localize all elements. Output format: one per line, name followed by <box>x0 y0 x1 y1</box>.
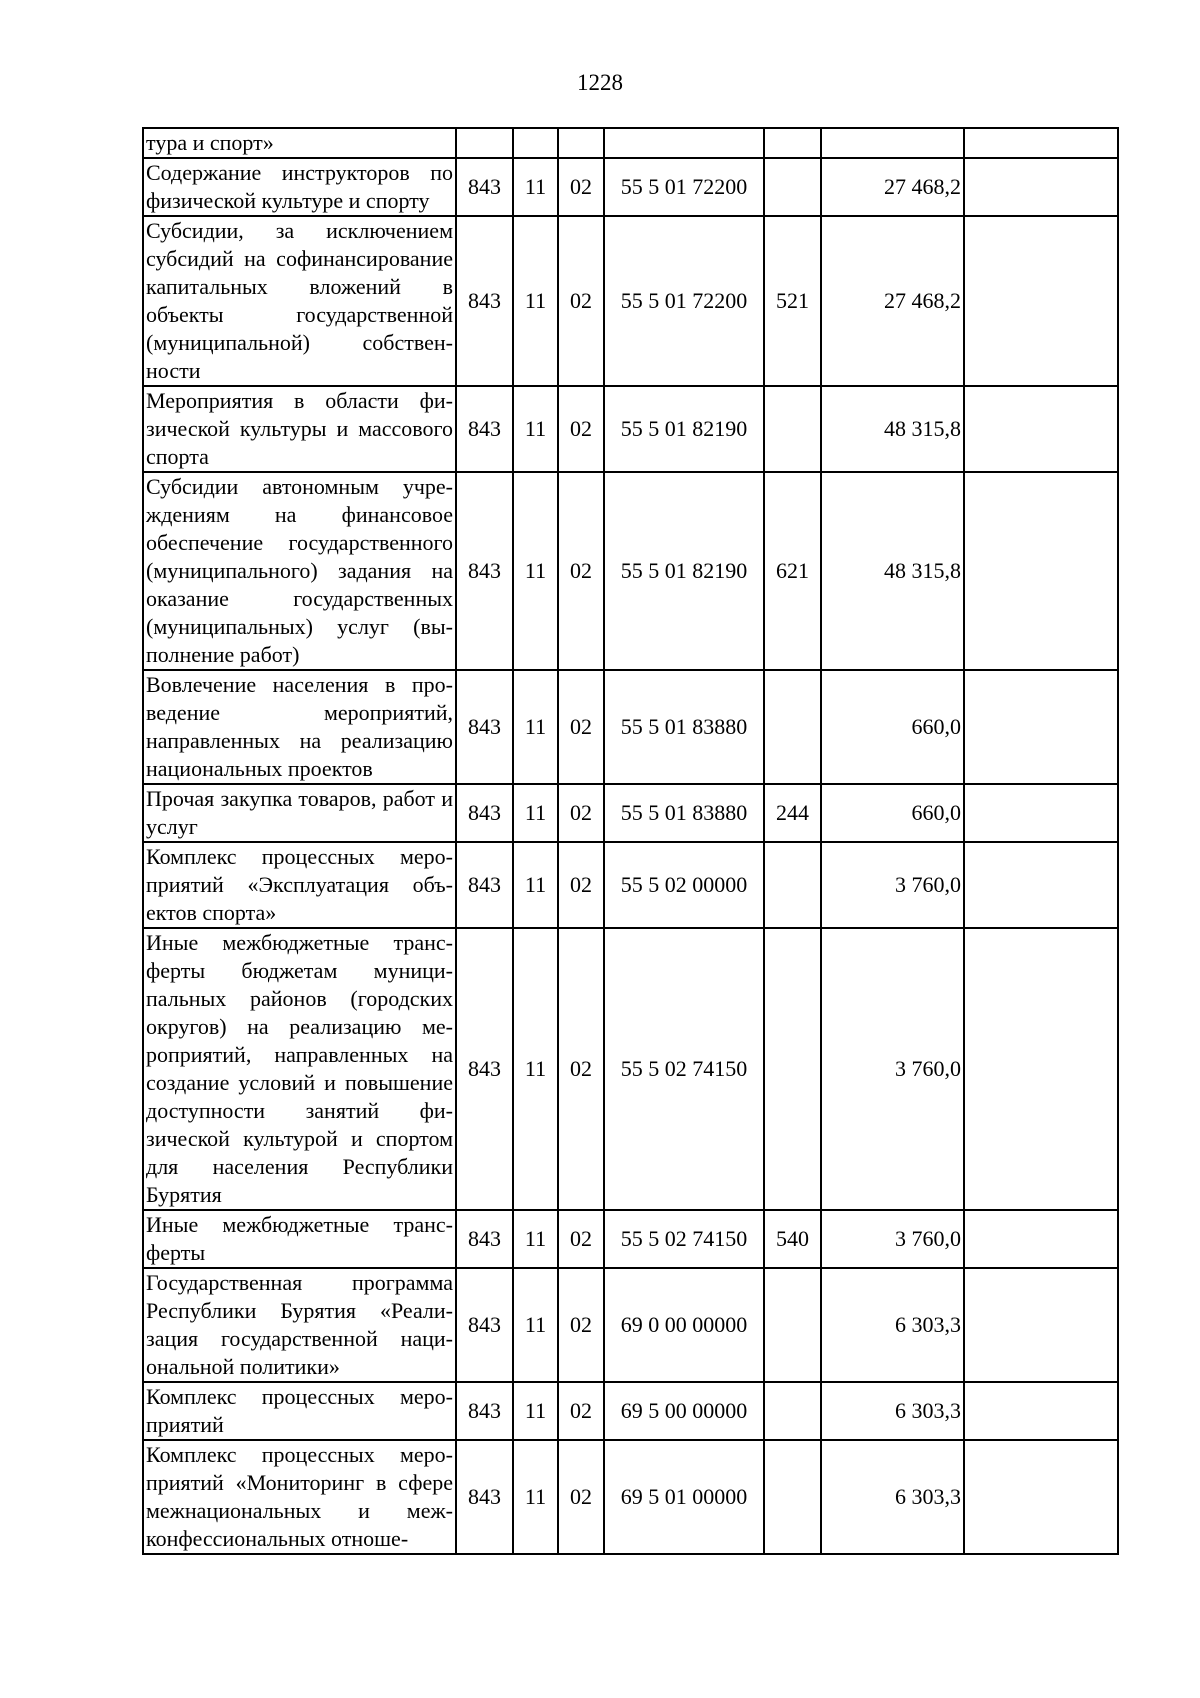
ministry-code-cell: 843 <box>456 1382 513 1440</box>
ministry-code-cell: 843 <box>456 1210 513 1268</box>
row-name-cell: Прочая закупка товаров, работ и услуг <box>143 784 456 842</box>
ministry-code-cell: 843 <box>456 1268 513 1382</box>
section-code-cell: 11 <box>513 386 558 472</box>
amount-cell: 27 468,2 <box>821 158 964 216</box>
target-article-cell: 55 5 02 74150 <box>604 1210 764 1268</box>
row-name-cell: Комплекс процессных мероприятий «Мониторинг в сфере межнациональных и межконфессиональных отноше- <box>143 1440 456 1554</box>
ministry-code-cell: 843 <box>456 158 513 216</box>
expense-type-cell <box>764 842 821 928</box>
target-article-cell: 55 5 02 74150 <box>604 928 764 1210</box>
table-row <box>143 216 1118 386</box>
expense-type-cell <box>764 158 821 216</box>
extra-column-cell <box>964 842 1118 928</box>
subsection-code-cell: 02 <box>558 1382 604 1440</box>
extra-column-cell <box>964 1210 1118 1268</box>
amount-cell: 660,0 <box>821 784 964 842</box>
target-article-cell: 69 0 00 00000 <box>604 1268 764 1382</box>
amount-cell: 6 303,3 <box>821 1268 964 1382</box>
section-code-cell: 11 <box>513 158 558 216</box>
ministry-code-cell: 843 <box>456 472 513 670</box>
row-name-cell: Вовлечение населения в проведение мероприятий, направленных на реализацию национальных проектов <box>143 670 456 784</box>
subsection-code-cell: 02 <box>558 784 604 842</box>
expense-type-cell <box>764 928 821 1210</box>
table-row <box>143 842 1118 928</box>
ministry-code-cell: 843 <box>456 1440 513 1554</box>
extra-column-cell <box>964 158 1118 216</box>
subsection-code-cell: 02 <box>558 670 604 784</box>
amount-cell: 48 315,8 <box>821 386 964 472</box>
extra-column-cell <box>964 928 1118 1210</box>
section-code-cell: 11 <box>513 670 558 784</box>
section-code-cell: 11 <box>513 472 558 670</box>
amount-cell: 27 468,2 <box>821 216 964 386</box>
extra-column-cell <box>964 216 1118 386</box>
row-name-cell: тура и спорт» <box>143 128 456 158</box>
amount-cell <box>821 128 964 158</box>
row-name-cell: Мероприятия в области физической культуры и массового спорта <box>143 386 456 472</box>
target-article-cell: 55 5 02 00000 <box>604 842 764 928</box>
subsection-code-cell: 02 <box>558 158 604 216</box>
ministry-code-cell: 843 <box>456 670 513 784</box>
subsection-code-cell: 02 <box>558 216 604 386</box>
amount-cell: 6 303,3 <box>821 1440 964 1554</box>
extra-column-cell <box>964 784 1118 842</box>
section-code-cell: 11 <box>513 1440 558 1554</box>
table-row <box>143 158 1118 216</box>
section-code-cell: 11 <box>513 1268 558 1382</box>
target-article-cell: 55 5 01 82190 <box>604 386 764 472</box>
target-article-cell: 69 5 01 00000 <box>604 1440 764 1554</box>
ministry-code-cell <box>456 128 513 158</box>
extra-column-cell <box>964 386 1118 472</box>
table-row <box>143 1268 1118 1382</box>
expense-type-cell: 521 <box>764 216 821 386</box>
table-row <box>143 784 1118 842</box>
expense-type-cell: 244 <box>764 784 821 842</box>
extra-column-cell <box>964 472 1118 670</box>
table-row <box>143 928 1118 1210</box>
row-name-cell: Государственная программа Республики Бурятия «Реализация государственной национальной политики» <box>143 1268 456 1382</box>
amount-cell: 3 760,0 <box>821 1210 964 1268</box>
ministry-code-cell: 843 <box>456 216 513 386</box>
ministry-code-cell: 843 <box>456 842 513 928</box>
table-row <box>143 1440 1118 1554</box>
subsection-code-cell: 02 <box>558 1268 604 1382</box>
expense-type-cell <box>764 386 821 472</box>
section-code-cell: 11 <box>513 784 558 842</box>
ministry-code-cell: 843 <box>456 928 513 1210</box>
table-row <box>143 1210 1118 1268</box>
row-name-cell: Содержание инструкторов по физической культуре и спорту <box>143 158 456 216</box>
extra-column-cell <box>964 1382 1118 1440</box>
ministry-code-cell: 843 <box>456 784 513 842</box>
extra-column-cell <box>964 670 1118 784</box>
budget-table <box>142 127 1119 1555</box>
expense-type-cell: 540 <box>764 1210 821 1268</box>
table-row <box>143 128 1118 158</box>
subsection-code-cell <box>558 128 604 158</box>
amount-cell: 3 760,0 <box>821 842 964 928</box>
row-name-cell: Иные межбюджетные трансферты <box>143 1210 456 1268</box>
target-article-cell: 55 5 01 72200 <box>604 158 764 216</box>
subsection-code-cell: 02 <box>558 386 604 472</box>
amount-cell: 3 760,0 <box>821 928 964 1210</box>
target-article-cell: 55 5 01 72200 <box>604 216 764 386</box>
extra-column-cell <box>964 1268 1118 1382</box>
table-row <box>143 472 1118 670</box>
target-article-cell: 69 5 00 00000 <box>604 1382 764 1440</box>
amount-cell: 6 303,3 <box>821 1382 964 1440</box>
expense-type-cell <box>764 1268 821 1382</box>
target-article-cell: 55 5 01 83880 <box>604 670 764 784</box>
section-code-cell: 11 <box>513 928 558 1210</box>
extra-column-cell <box>964 128 1118 158</box>
row-name-cell: Комплекс процессных мероприятий «Эксплуатация объектов спорта» <box>143 842 456 928</box>
target-article-cell: 55 5 01 82190 <box>604 472 764 670</box>
subsection-code-cell: 02 <box>558 842 604 928</box>
expense-type-cell <box>764 128 821 158</box>
section-code-cell <box>513 128 558 158</box>
subsection-code-cell: 02 <box>558 1440 604 1554</box>
section-code-cell: 11 <box>513 1382 558 1440</box>
page-number: 1228 <box>577 70 623 95</box>
expense-type-cell <box>764 670 821 784</box>
row-name-cell: Субсидии, за исключением субсидий на софинансирование капитальных вложений в объекты государственной (муниципальной) собственности <box>143 216 456 386</box>
section-code-cell: 11 <box>513 216 558 386</box>
expense-type-cell: 621 <box>764 472 821 670</box>
target-article-cell: 55 5 01 83880 <box>604 784 764 842</box>
row-name-cell: Комплекс процессных мероприятий <box>143 1382 456 1440</box>
target-article-cell <box>604 128 764 158</box>
subsection-code-cell: 02 <box>558 1210 604 1268</box>
section-code-cell: 11 <box>513 842 558 928</box>
subsection-code-cell: 02 <box>558 928 604 1210</box>
row-name-cell: Субсидии автономным учреждениям на финансовое обеспечение государственного (муниципального) задания на оказание государственных (муниципальных) услуг (выполнение работ) <box>143 472 456 670</box>
row-name-cell: Иные межбюджетные трансферты бюджетам муниципальных районов (городских округов) на реализацию мероприятий, направленных на создание условий и повышение доступности занятий физической культурой и спортом для населения Республики Бурятия <box>143 928 456 1210</box>
ministry-code-cell: 843 <box>456 386 513 472</box>
amount-cell: 660,0 <box>821 670 964 784</box>
table-row <box>143 1382 1118 1440</box>
table-row <box>143 670 1118 784</box>
table-row <box>143 386 1118 472</box>
expense-type-cell <box>764 1382 821 1440</box>
subsection-code-cell: 02 <box>558 472 604 670</box>
extra-column-cell <box>964 1440 1118 1554</box>
expense-type-cell <box>764 1440 821 1554</box>
section-code-cell: 11 <box>513 1210 558 1268</box>
amount-cell: 48 315,8 <box>821 472 964 670</box>
